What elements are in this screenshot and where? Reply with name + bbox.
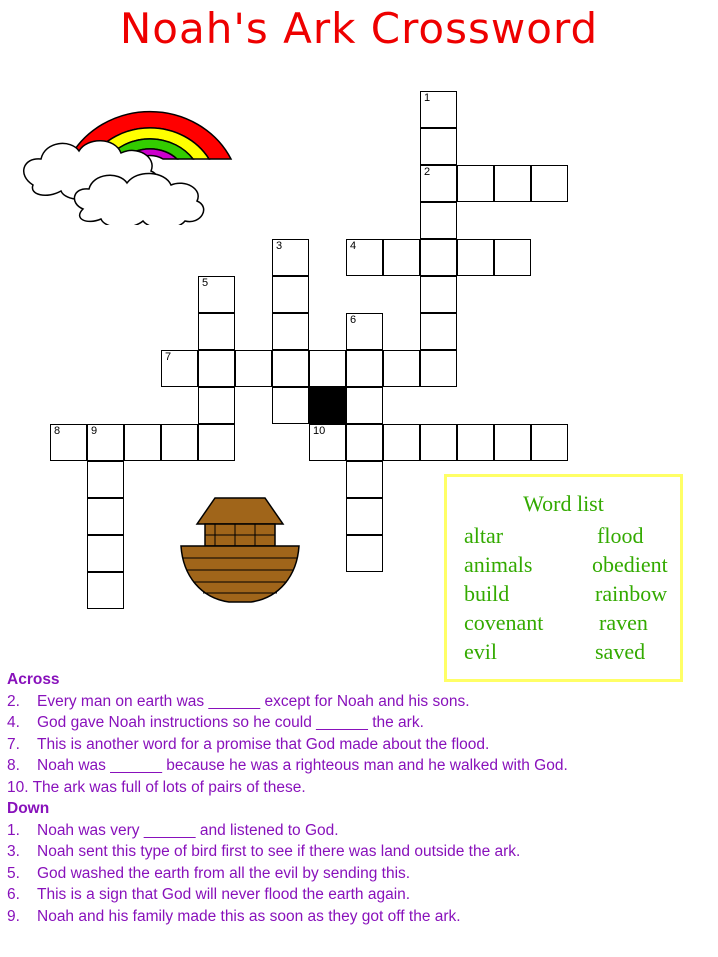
cell-number: 10 <box>313 425 326 437</box>
crossword-cell[interactable] <box>87 498 124 535</box>
word-list-item: covenant <box>464 610 544 635</box>
crossword-cell[interactable] <box>346 535 383 572</box>
cell-number: 1 <box>424 92 431 104</box>
crossword-cell[interactable] <box>161 424 198 461</box>
word-list-item: rainbow <box>595 581 668 606</box>
clue-number: 1. <box>7 821 20 839</box>
crossword-cell[interactable] <box>309 350 346 387</box>
cell-number: 4 <box>350 240 357 252</box>
crossword-cell[interactable] <box>346 498 383 535</box>
clue-down-6 <box>7 884 707 906</box>
crossword-cell[interactable] <box>420 276 457 313</box>
crossword-cell[interactable] <box>346 387 383 424</box>
crossword-cell[interactable] <box>531 165 568 202</box>
word-list-item: flood <box>597 523 644 548</box>
crossword-cell[interactable] <box>420 165 457 202</box>
cell-number: 2 <box>424 166 431 178</box>
clue-across-10 <box>7 777 707 799</box>
clue-text: Noah sent this type of bird first to see if there was land outside the ark. <box>37 843 521 860</box>
page-title: Noah's Ark Crossword <box>119 4 599 53</box>
crossword-cell[interactable] <box>50 424 87 461</box>
clue-number: 5. <box>7 864 20 882</box>
ark-illustration <box>175 492 305 607</box>
clue-across-2 <box>7 691 707 713</box>
clue-number: 2. <box>7 692 20 710</box>
crossword-cell[interactable] <box>420 313 457 350</box>
clue-across-7 <box>7 734 707 756</box>
word-list-item: altar <box>464 523 504 548</box>
down-heading: Down <box>7 800 50 817</box>
crossword-cell[interactable] <box>272 276 309 313</box>
crossword-cell[interactable] <box>346 461 383 498</box>
crossword-cell[interactable] <box>272 239 309 276</box>
crossword-cell[interactable] <box>235 350 272 387</box>
cell-number: 7 <box>165 351 172 363</box>
crossword-cell[interactable] <box>124 424 161 461</box>
crossword-cell[interactable] <box>420 91 457 128</box>
across-heading: Across <box>7 671 60 688</box>
crossword-cell[interactable] <box>198 387 235 424</box>
crossword-cell[interactable] <box>531 424 568 461</box>
word-list-item: raven <box>599 610 648 635</box>
crossword-cell[interactable] <box>346 313 383 350</box>
crossword-cell[interactable] <box>272 387 309 424</box>
crossword-black-cell <box>309 387 346 424</box>
word-list-item: animals <box>464 552 533 577</box>
crossword-cell[interactable] <box>87 461 124 498</box>
clue-text: This is another word for a promise that God made about the flood. <box>37 735 490 753</box>
crossword-cell[interactable] <box>420 350 457 387</box>
crossword-cell[interactable] <box>346 424 383 461</box>
crossword-cell[interactable] <box>457 165 494 202</box>
word-list-item: obedient <box>592 552 668 577</box>
clue-number: 7. <box>7 735 20 753</box>
cell-number: 5 <box>202 277 209 289</box>
clue-text: Every man on earth was ______ except for Noah and his sons. <box>37 692 470 710</box>
crossword-cell[interactable] <box>383 239 420 276</box>
clue-text: The ark was full of lots of pairs of these. <box>32 778 306 796</box>
crossword-cell[interactable] <box>198 424 235 461</box>
crossword-cell[interactable] <box>457 424 494 461</box>
crossword-cell[interactable] <box>198 276 235 313</box>
word-list-item: saved <box>595 639 646 664</box>
clue-across-8 <box>7 755 707 777</box>
clue-text: Noah was ______ because he was a righteous man and he walked with God. <box>37 757 568 774</box>
crossword-cell[interactable] <box>494 424 531 461</box>
crossword-cell[interactable] <box>494 165 531 202</box>
crossword-cell[interactable] <box>346 239 383 276</box>
crossword-cell[interactable] <box>87 535 124 572</box>
clue-number: 8. <box>7 757 20 774</box>
crossword-cell[interactable] <box>346 350 383 387</box>
cell-number: 9 <box>91 425 98 437</box>
word-list-item: build <box>464 581 510 606</box>
cell-number: 8 <box>54 425 61 437</box>
word-list-title: Word list <box>523 491 604 516</box>
crossword-cell[interactable] <box>198 313 235 350</box>
crossword-cell[interactable] <box>420 202 457 239</box>
clue-text: This is a sign that God will never flood the earth again. <box>37 886 411 903</box>
crossword-cell[interactable] <box>272 350 309 387</box>
crossword-cell[interactable] <box>420 424 457 461</box>
clue-down-1 <box>7 820 707 842</box>
clue-number: 4. <box>7 714 20 731</box>
clue-text: God gave Noah instructions so he could ______ the ark. <box>37 714 424 731</box>
clue-across-4 <box>7 712 707 734</box>
crossword-cell[interactable] <box>383 424 420 461</box>
crossword-cell[interactable] <box>87 572 124 609</box>
word-list-item: evil <box>464 639 497 664</box>
crossword-cell[interactable] <box>383 350 420 387</box>
crossword-cell[interactable] <box>420 128 457 165</box>
clue-number: 10. <box>7 778 29 796</box>
clue-text: Noah and his family made this as soon as they got off the ark. <box>37 907 461 925</box>
cell-number: 6 <box>350 314 357 326</box>
rainbow-clouds-illustration <box>15 75 255 225</box>
clue-down-9 <box>7 906 707 928</box>
clue-text: God washed the earth from all the evil by sending this. <box>37 864 411 882</box>
cell-number: 3 <box>276 240 283 252</box>
crossword-cell[interactable] <box>457 239 494 276</box>
clue-number: 6. <box>7 886 20 903</box>
clue-number: 9. <box>7 907 20 925</box>
clue-number: 3. <box>7 843 20 860</box>
word-list-box <box>444 474 683 682</box>
crossword-cell[interactable] <box>87 424 124 461</box>
clue-down-5 <box>7 863 707 885</box>
crossword-cell[interactable] <box>309 424 346 461</box>
clue-text: Noah was very ______ and listened to God. <box>37 821 339 839</box>
crossword-cell[interactable] <box>420 239 457 276</box>
crossword-cell[interactable] <box>272 313 309 350</box>
clues-section <box>7 669 707 927</box>
crossword-cell[interactable] <box>494 239 531 276</box>
clue-down-3 <box>7 841 707 863</box>
crossword-cell[interactable] <box>198 350 235 387</box>
crossword-cell[interactable] <box>161 350 198 387</box>
